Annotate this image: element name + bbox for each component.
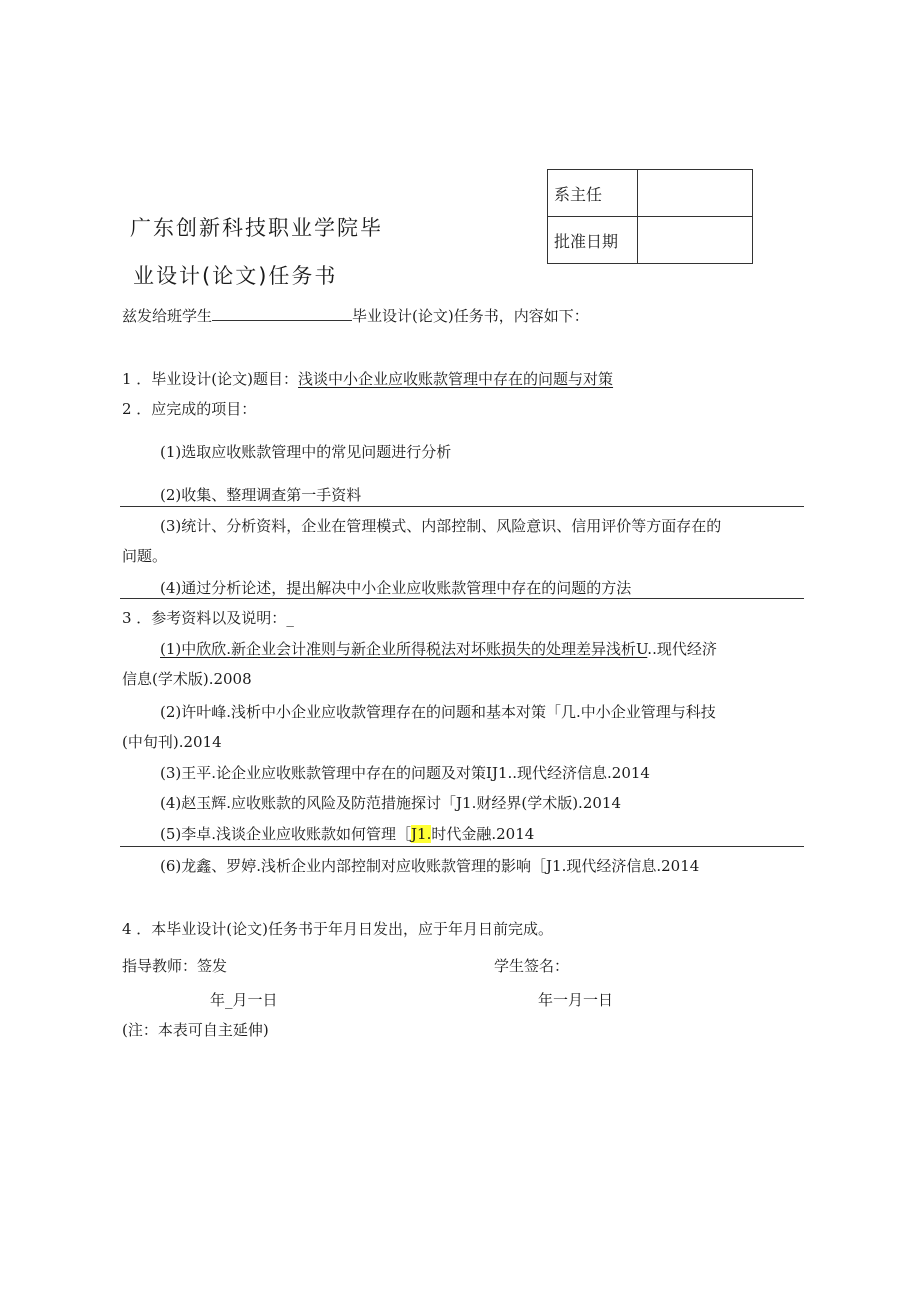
thesis-topic: 浅谈中小企业应收账款管理中存在的问题与对策 (298, 370, 614, 388)
reference-1 (160, 638, 717, 659)
section-2-label: 2 ．应完成的项目： (122, 400, 257, 418)
reference-5-title: (5)李卓.浅谈企业应收账款如何管理［ (160, 825, 412, 843)
document-title-line2: 业设计(论文)任务书 (133, 264, 338, 288)
student-signature-label: 学生签名： (494, 957, 570, 975)
approval-date-value (638, 217, 753, 264)
reference-3: (3)王平.论企业应收账款管理中存在的问题及对策IJ1..现代经济信息.2014 (160, 764, 650, 782)
director-value (638, 170, 753, 217)
section-3-label: 3 ．参考资料以及说明：_ (122, 609, 294, 627)
reference-1-source: ..现代经济 (647, 640, 717, 658)
reference-2-cont: (中旬刊).2014 (122, 733, 222, 751)
divider (120, 846, 804, 847)
section-1 (122, 368, 613, 389)
intro-suffix: 毕业设计(论文)任务书，内容如下： (352, 307, 589, 325)
document-title-line1: 广东创新科技职业学院毕 (130, 216, 383, 240)
student-date: 年一月一日 (538, 991, 614, 1009)
task-item-2: (2)收集、整理调查第一手资料 (160, 486, 362, 504)
section-4: 4 ．本毕业设计(论文)任务书于年月日发出，应于年月日前完成。 (122, 920, 554, 938)
teacher-date: 年_月一日 (210, 991, 278, 1009)
intro-line (122, 305, 589, 326)
task-item-3-cont: 问题。 (122, 547, 168, 565)
student-name-blank (212, 306, 352, 321)
section-1-label: 1 ．毕业设计(论文)题目： (122, 370, 299, 388)
task-item-4: (4)通过分析论述，提出解决中小企业应收账款管理中存在的问题的方法 (160, 579, 632, 597)
task-item-3: (3)统计、分析资料，企业在管理模式、内部控制、风险意识、信用评价等方面存在的 (160, 517, 722, 535)
footnote: (注：本表可自主延伸) (122, 1021, 269, 1039)
teacher-signature-label: 指导教师：签发 (122, 957, 228, 975)
intro-prefix: 兹发给班学生 (122, 307, 213, 325)
reference-1-cont: 信息(学术版).2008 (122, 670, 252, 688)
approval-row-date (548, 217, 753, 264)
reference-6: (6)龙鑫、罗婷.浅析企业内部控制对应收账款管理的影响［J1.现代经济信息.2014 (160, 857, 700, 875)
divider (120, 598, 804, 599)
reference-1-title: (1)中欣欣.新企业会计准则与新企业所得税法对坏账损失的处理差异浅析U (160, 640, 648, 658)
divider (120, 506, 804, 507)
reference-5-source: 时代金融.2014 (431, 825, 535, 843)
task-item-1: (1)选取应收账款管理中的常见问题进行分析 (160, 443, 452, 461)
highlighted-text: J1. (411, 825, 432, 843)
approval-date-label: 批准日期 (548, 217, 638, 264)
reference-2: (2)许叶峰.浅析中小企业应收款管理存在的问题和基本对策「几.中小企业管理与科技 (160, 703, 716, 721)
approval-table (547, 169, 753, 264)
reference-5 (160, 823, 534, 844)
reference-4: (4)赵玉辉.应收账款的风险及防范措施探讨「J1.财经界(学术版).2014 (160, 794, 621, 812)
director-label: 系主任 (548, 170, 638, 217)
approval-row-director (548, 170, 753, 217)
